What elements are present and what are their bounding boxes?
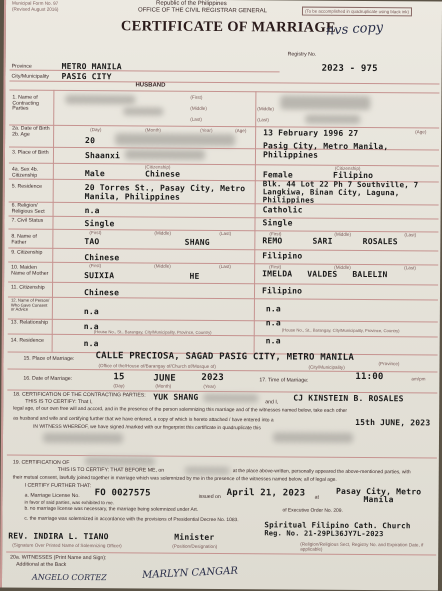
father-first-sub: (First) [89,230,102,236]
row-civil-status-label: 7. Civil Status [11,217,44,224]
marriage-year-sub: (Year) [203,383,216,389]
p19-text-2: their mutual consent, lawfully joined together in marriage which was solemnized by me in the presence of the witnesses named below, all of legal age. [12,475,337,483]
wife-last-sub: (Last) [257,117,269,123]
republic-label: Republic of the Philippines [156,0,227,8]
marriage-day: 15 [113,372,125,383]
date-of-marriage-label: 16. Date of Marriage: [23,375,73,382]
row-religion-label: 6. Religion/ Religious Sect [11,202,45,215]
wife-pob: Pasig City, Metro Manila, Philippines [262,141,389,160]
husband-father: TAO SHANG [84,237,210,247]
husband-citizenship-sub: (Citizenship) [144,164,171,170]
husband-first-sub: (First) [190,94,203,100]
husband-mother-citizenship: Chinese [83,288,120,298]
redacted-p19-title [85,457,155,465]
husband-middle-sub: (Middle) [190,105,207,111]
p19-text-1: at the place above-written, personally appeared the above-mentioned parties, with [232,469,411,476]
wmother-first-sub: (First) [269,264,282,270]
father-last-sub: (Last) [219,230,232,237]
wfather-last-sub: (Last) [404,232,417,238]
mother-middle-sub: (Middle) [154,263,171,269]
wife-middle-sub: (Middle) [257,106,274,112]
wife-sex-citizenship: Female Filipino [262,170,374,181]
witnesses-additional: Additional at the Back [16,561,67,568]
redacted-husband-name [65,95,135,104]
row-dob-label: 2a. Date of Birth 2b. Age [12,125,50,138]
issued-at-label: at [314,494,319,501]
marriage-day-sub: (Day) [113,383,125,389]
witnesses-label: 20a. WITNESSES (Print Name and Sign): [10,554,107,562]
p19-license-label: a. Marriage License No. [24,492,80,500]
wife-civil-status: Single [262,218,293,228]
redacted-husband-dob [115,133,235,146]
issued-on-label: issued on [198,493,221,501]
redacted-signature-w [273,432,353,443]
wife-father-citizenship: Filipino [262,251,303,261]
wife-father: REMO SARI ROSALES [262,236,398,247]
wife-consent: n.a [265,304,281,314]
am-pm-label: am/pm [411,376,426,382]
registry-no-value: 2023 - 975 [321,63,378,75]
wife-citizenship-sub: (Citizenship) [334,165,361,171]
office-label: OFFICE OF THE CIVIL REGISTRAR GENERAL [137,7,268,15]
place-sub-city: (City/Municipality) [308,364,345,370]
place-sub-office: (Office of the/House of/Barangay of/Church of/Mosque of) [98,363,216,369]
wfather-middle-sub: (Middle) [334,231,352,237]
redacted-husband-pob [125,149,205,160]
wife-consent-residence: n.a [265,336,281,346]
p18-husband-name: YUK SHANG [153,392,199,402]
husband-mother: SUIXIA HE [84,271,200,281]
wife-age-sub: (Age) [415,129,427,135]
wife-column-label [343,85,358,91]
wife-religion: Catholic [262,205,303,215]
officer-religion-sub: (Religion/Religious Sect, Registry No. and Expiration Date, if applicable) [300,541,424,552]
husband-consent: n.a [83,307,99,317]
husband-last-sub: (Last) [190,116,202,122]
row-father-citizenship-label: 9. Citizenship [11,249,43,256]
place-sub-province: (Province) [378,361,400,367]
registry-no-label: Registry No. [287,51,317,58]
husband-relationship: n.a [83,322,99,332]
husband-pob: Shaanxi [84,151,121,161]
husband-consent-residence: n.a [83,339,99,349]
father-middle-sub: (Middle) [154,230,172,236]
row-consent-label: 12. Name of Person/ Who Gave Consent or Advice [10,297,50,312]
wife-residence-sub: (House No., St., Barangay, City/Municipality, Province, Country) [281,327,400,334]
husband-year-sub: (Year) [200,127,213,133]
marriage-year: 2023 [201,372,224,384]
quadruplicate-note: (To be accomplished in quadruplicate using black ink) [302,7,412,17]
mother-first-sub: (First) [89,263,102,269]
redacted-husband-middle [123,107,163,115]
time-of-marriage-label: 17. Time of Marriage: [259,377,309,384]
wife-mother: IMELDA VALDES BALELIN [262,269,388,280]
p18-text-1: legal age, of our own free will and accord, and in the presence of the person solemnizing this marriage and of the witnesses named below, take each other [13,406,348,414]
province-value: METRO MANILA [61,61,122,72]
husband-month-sub: (Month) [145,127,161,133]
row-mother-citizenship-label: 11. Citizenship [11,284,45,291]
marriage-month: JUNE [153,373,176,384]
handwritten-copy-note: nvs copy [325,20,384,39]
husband-day-sub: (Day) [90,127,102,133]
certificate-title: CERTIFICATE OF MARRIAGE [120,18,336,36]
husband-civil-status: Single [84,219,115,229]
issued-on-date: April 21, 2023 [226,488,306,499]
redacted-wife-last [305,115,360,124]
p19-label: 19. CERTIFICATION OF [12,459,70,466]
form-number: Municipal Form No. 97 [12,0,59,6]
mother-last-sub: (Last) [219,263,231,270]
husband-residence: 20 Torres St., Pasay City, Metro Manila, Philippines [84,183,246,202]
p18-date: 15th JUNE, 2023 [355,417,431,428]
wife-mother-citizenship: Filipino [261,286,303,296]
row-relationship-label: 13. Relationship [10,319,49,326]
row-residence-label: 5. Residence [11,183,43,190]
p18-text-2: as husband and wife and certifying further that we have entered, a copy of which is hereto attached / have entered into a [13,416,274,424]
row-name-label: 1. Name of Contracting Parties [12,94,39,112]
row-sex-label: 4a. Sex 4b. Citizenship [11,166,39,179]
wmother-last-sub: (Last) [404,265,416,271]
redacted-wife-name [280,95,370,110]
province-label: Province [11,63,32,70]
wmother-middle-sub: (Middle) [334,264,351,270]
p19-certify: THIS IS TO CERTIFY: THAT BEFORE ME, on [57,466,165,474]
officer-name: REV. INDIRA L. TIANO [8,531,109,542]
husband-father-citizenship: Chinese [84,253,120,263]
p19-further: I CERTIFY FURTHER THAT: [24,482,92,490]
husband-age-sub: (Age) [235,128,247,134]
p18-certify: THIS IS TO CERTIFY: That I, [25,398,93,406]
officer-religion: Spiritual Filipino Cath. Church [264,520,411,531]
husband-residence-sub: (House No., St., Barangay, City/Municipality, Province, Country) [93,329,212,335]
place-of-marriage-value: CALLE PRECIOSA, SAGAD PASIG CITY, METRO MANILA [95,351,355,363]
witness-1-name: ANGELO CORTEZ [31,572,107,583]
p18-witness: IN WITNESS WHEREOF, we have signed /marked with our fingerprint this certificate in quadruplicate this [33,424,261,432]
witness-2-name: MARLYN CANGAR [141,565,239,581]
issued-at-place: Pasay City, Metro Manila [335,486,422,505]
p18-and: and I, [265,399,279,406]
redacted-signature-h [43,433,123,444]
p19-c: c. the marriage was solemnized in accordance with the provisions of Presidential Decree No. 1083. [24,516,239,524]
wife-residence: Blk. 44 Lot 22 Ph 7 Southville, 7 Langkiwa, Binan City, Laguna, Philippines [262,179,419,205]
p19-b2: of Executive Order No. 209. [282,508,343,514]
license-number: FO 0027575 [94,488,151,499]
p18-wife-name: CJ KINSTEIN B. ROSALES [293,393,404,404]
redacted-p18-husband [203,394,258,402]
redacted-p19-date [185,467,230,474]
row-mother-label: 10. Maiden Name of Mother [11,264,49,277]
marriage-month-sub: (Month) [155,383,172,389]
p18-label: 18. CERTIFICATION OF THE CONTRACTING PARTIES: [13,391,146,399]
time-of-marriage-value: 11:00 [355,371,384,383]
row-consent-residence-label: 14. Residence [10,337,44,344]
city-label: City/Municipality [11,73,50,80]
officer-sign-sub: (Signature Over Printed Name of Solemnizing Officer) [12,542,122,549]
officer-position-sub: (Position/Designation) [172,543,218,549]
form-revised: (Revised August 2016) [11,6,59,12]
husband-religion: n.a [84,206,100,216]
p19-b: b. no marriage license was necessary, the marriage being solemnized under Art. [24,506,199,513]
p19-license-sub: in favor of said parties, was exhibited to me. [24,499,114,506]
wife-relationship: n.a [265,318,281,328]
husband-dob: 20 [85,136,96,146]
row-pob-label: 3. Place of Birth [11,149,49,156]
husband-sex-citizenship: Male Chinese [84,169,181,179]
wfather-first-sub: (First) [269,231,282,237]
husband-column-label: HUSBAND [135,82,166,89]
row-father-label: 8. Name of Father [11,233,37,246]
officer-position: Minister [174,532,215,542]
wife-dob: 13 February 1996 27 [263,128,359,138]
city-value: PASIG CITY [61,71,112,82]
officer-registry: Reg. No. 21-29PL36JY7L-2023 [264,529,384,539]
place-of-marriage-label: 15. Place of Marriage: [23,355,75,362]
